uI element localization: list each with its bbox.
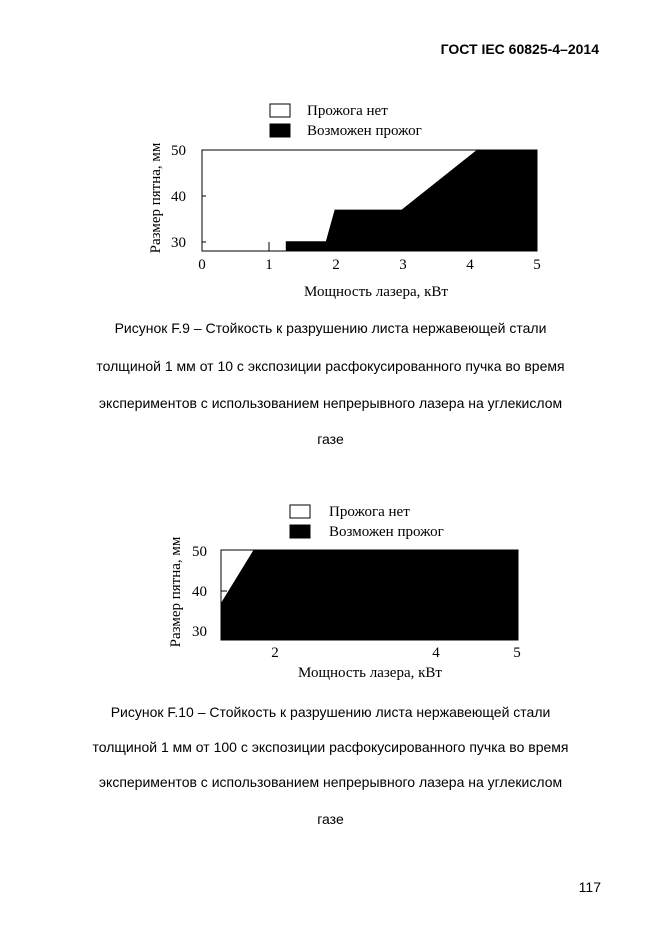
caption-line: толщиной 1 мм от 10 с экспозиции расфокусированного пучка во время xyxy=(96,358,565,374)
page-number: 117 xyxy=(578,879,601,895)
figure-f10-svg xyxy=(0,495,661,685)
caption-line: Рисунок F.10 – Стойкость к разрушению листа нержавеющей стали xyxy=(110,704,551,720)
y-tick-label-40: 40 xyxy=(171,189,186,205)
y-tick-label-50: 50 xyxy=(171,143,186,159)
x-tick-label-2: 2 xyxy=(332,257,340,273)
caption-line: толщиной 1 мм от 100 с экспозиции расфокусированного пучка во время xyxy=(92,739,569,755)
x-tick-label-2: 2 xyxy=(271,645,279,661)
x-tick-label-4: 4 xyxy=(432,645,440,661)
burn-region xyxy=(221,550,518,640)
legend-swatch-no-burn xyxy=(290,505,310,518)
document-header: ГОСТ IEC 60825-4–2014 xyxy=(440,41,599,57)
y-tick-label-40: 40 xyxy=(192,584,207,600)
x-tick-label-1: 1 xyxy=(265,257,273,273)
caption-line: экспериментов с использованием непрерывного лазера на углекислом xyxy=(98,395,563,411)
x-tick-label-5: 5 xyxy=(533,257,541,273)
y-tick-label-50: 50 xyxy=(192,544,207,560)
x-axis-label: Мощность лазера, кВт xyxy=(304,284,448,300)
x-tick-label-4: 4 xyxy=(466,257,474,273)
y-axis-label: Размер пятна, мм xyxy=(148,142,164,254)
y-axis-label: Размер пятна, мм xyxy=(168,536,184,648)
x-tick-label-3: 3 xyxy=(399,257,407,273)
caption-line: газе xyxy=(317,811,344,827)
figure-f9-svg xyxy=(0,95,661,305)
legend-label-burn: Возможен прожог xyxy=(307,123,422,139)
legend-label-no-burn: Прожога нет xyxy=(307,103,388,119)
legend-label-no-burn: Прожога нет xyxy=(329,504,410,520)
caption-line: Рисунок F.9 – Стойкость к разрушению листа нержавеющей стали xyxy=(114,320,547,336)
legend-swatch-no-burn xyxy=(270,104,290,117)
legend-swatch-burn xyxy=(270,124,290,137)
legend-swatch-burn xyxy=(290,525,310,538)
figure-f9-chart xyxy=(0,95,661,305)
y-tick-label-30: 30 xyxy=(192,624,207,640)
caption-line: газе xyxy=(317,431,344,447)
y-tick-label-30: 30 xyxy=(171,235,186,251)
figure-f10-chart xyxy=(0,495,661,685)
x-tick-label-5: 5 xyxy=(513,645,521,661)
x-axis-label: Мощность лазера, кВт xyxy=(298,665,442,681)
legend-label-burn: Возможен прожог xyxy=(329,524,444,540)
caption-line: экспериментов с использованием непрерывного лазера на углекислом xyxy=(98,774,563,790)
x-tick-label-0: 0 xyxy=(198,257,206,273)
